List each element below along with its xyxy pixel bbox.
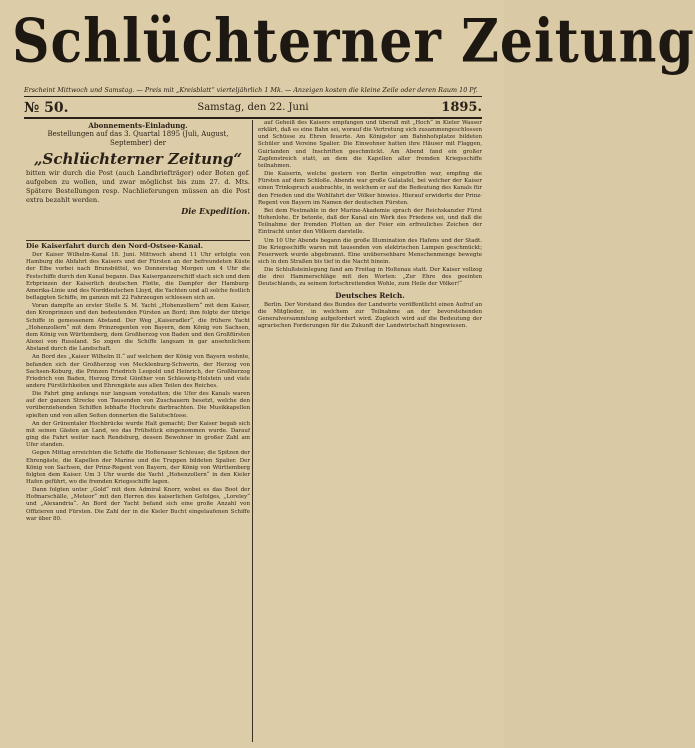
article-paragraph: Um 10 Uhr Abends begann die große Illumination des Hafens und der Stadt. Die Kriegsschiffe waren mit tausenden von elektrischen Lampen geschmückt; Feuerwerk wurde abgebrannt. Eine unübersehbare Menschenmenge bewegte sich in den Straßen bis tief in die Nacht hinein.	[258, 237, 482, 265]
header-double-rule	[24, 117, 482, 119]
article-paragraph: An der Grünentaler Hochbrücke wurde Halt gemacht; Der Kaiser begab sich mit seinen Gästen an Land, wo das Frühstück eingenommen wurde. Darauf ging die Fahrt weiter nach Rendsburg, dessen Bewohner in großer Zahl am Ufer standen.	[26, 420, 250, 449]
article-paragraph: An Bord des „Kaiser Wilhelm II.“ auf welchem der König von Bayern wohnte, befanden sich der Großherzog von Mecklenburg-Schwerin, der Herzog von Sachsen-Koburg, die Prinzen Friedrich Leopold und Heinrich, der Großherzog Friedrich von Baden, Herzog Ernst Günther von Schleswig-Holstein und viele andere Fürstlichkeiten und Ehrengäste aus allen Teilen des Reiches.	[26, 354, 250, 389]
article-paragraph: Bei dem Festmahle in der Marine-Akademie sprach der Reichskanzler Fürst Hohenlohe. Er betonte, daß der Kanal ein Werk des Friedens sei, und daß die Teilnahme der fremden Flotten an der Feier ein erfreuliches Zeichen der Eintracht unter den Völkern darstelle.	[258, 207, 482, 236]
article-paragraph: Die Kaiserin, welche gestern von Berlin eingetroffen war, empfing die Fürsten auf dem Schloße. Abends war große Galatafel, bei welcher der Kaiser einen Trinkspruch ausbrachte, in welchem er auf die Bedeutung des Kanals für den Frieden und die Wohlfahrt der Völker hinwies. Hierauf erwiderte der Prinz-Regent von Bayern im Namen der deutschen Fürsten.	[258, 171, 482, 206]
announcement-title: Abonnements-Einladung.	[88, 121, 188, 130]
article-paragraph: Dann folgten unter „Gold“ mit dem Admiral Knorr, wobei es das Boot der Hofmarschälle, „Meteor“ mit den Herren des kaiserlichen Gefolges, „Loreley“ und „Alexandria“. An Bord der Yacht befand sich eine große Anzahl von Offizieren und Fürsten. Die Zahl der in die Kieler Bucht eingelaufenen Schiffe war über 80.	[26, 487, 250, 522]
announcement-text: bitten wir durch die Post (auch Landbriefträger) oder Boten gef. aufgeben zu wollen, und zwar möglichst bis zum 27. d. Mts. Spätere Bestellungen resp. Nachlieferungen müssen an die Post extra bezahlt werden.	[26, 169, 250, 204]
article-paragraph: Voran dampfte an erster Stelle S. M. Yacht „Hohenzollern“ mit dem Kaiser, den Kronprinzen und den bedeutenden Fürsten an Bord; ihm folgte der übrige Schiffe in gemessenem Abstand. Der Weg „Kaiseradler“, die frühere Yacht „Hohenzollern“ mit dem Prinzregenten von Bayern, dem König von Sachsen, dem König von Württemberg, dem Großherzog von Baden und den Großfürsten Alexei von Russland. So zogen die Schiffe langsam in gar ansehnlichem Abstand durch die Landschaft.	[26, 303, 250, 353]
section-rule	[26, 240, 250, 241]
subscription-announcement	[26, 120, 250, 236]
article-paragraph: Der Kaiser Wilhelm-Kanal 18. Juni. Mittwoch abend 11 Uhr erfolgte von Hamburg die Abfahrt des Kaisers und der Fürsten an der befreundeten Küste der Elbe vorbei nach Brunsbüttel, wo Donnerstag Morgen um 4 Uhr die Festschiffe durch den Kanal begann. Das Kaiserpanzerschiff stach sich und dem Erbprinzen der Kaiserlich deutschen Flotte, die Dampfer der Hamburg-Amerika-Linie und des Norddeutschen Lloyd, die Yachten und all solche festlich beflaggten Schiffe, im ganzen mit 22 Fahrzeugen schlossen sich an.	[26, 252, 250, 302]
masthead-title: Schlüchterner Zeitung	[12, 6, 695, 77]
subscription-info: Erscheint Mittwoch und Samstag. — Preis mit „Kreisblatt“ vierteljährlich 1 Mk. — Anzeigen kosten die kleine Zeile oder deren Raum 10 Pf.	[24, 86, 478, 94]
column-divider	[252, 120, 253, 742]
issue-date: Samstag, den 22. Juni	[197, 102, 309, 113]
announcement-signature: Die Expedition.	[181, 206, 250, 216]
article-paragraph: auf Geheiß des Kaisers empfangen und überall mit „Hoch“ in Kieler Wasser erklärt, daß es eine Bahn sei, worauf die Vertretung sich zusammengeschlossen und Schüsse zu Ehren feuerte. Am Königstor am Bahnhofsplatze bildeten Schüler und Vereine Spalier. Die Einwohner hatten ihre Häuser mit Flaggen, Guirlanden und Inschriften geschmückt. Am Abend fand ein großer Zapfenstreich statt, an dem die Kapellen aller fremden Kriegsschiffe teilnahmen.	[258, 120, 482, 169]
announcement-paper-name: „Schlüchterner Zeitung“	[33, 150, 243, 168]
issue-year: 1895.	[441, 100, 482, 115]
top-rule	[24, 96, 482, 97]
article-heading: Die Kaiserfahrt durch den Nord-Ostsee-Kanal.	[26, 242, 203, 250]
issue-row	[24, 100, 482, 116]
announcement-line: Bestellungen auf das 3. Quartal 1895 (Juli, August, September) der	[47, 130, 229, 147]
article-paragraph: Die Schlußsteinlegung fand am Freitag in Holtenau statt. Der Kaiser vollzog die drei Hammerschläge mit den Worten: „Zur Ehre des geeinten Deutschlands, zu seinem fortschreitenden Wohle, zum Heile der Völker!“	[258, 267, 482, 288]
article-paragraph: Gegen Mittag erreichten die Schiffe die Holtenauer Schleuse; die Spitzen der Ehrengäste, die Kapellen der Marine und die Truppen bildeten Spalier. Der König von Sachsen, der Prinz-Regent von Bayern, der König von Württemberg folgten dem Kaiser. Um 3 Uhr wurde die Yacht „Hohenzollern“ in den Kieler Hafen geführt, wo die fremden Kriegsschiffe lagen.	[26, 450, 250, 485]
section-heading: Deutsches Reich.	[335, 290, 405, 300]
article-paragraph: Die Fahrt ging anfangs nur langsam vonstatten; die Ufer des Kanals waren auf der ganzen Strecke von Tausenden von Zuschauern besetzt, welche den vorüberziehenden Schiffen lebhafte Hochrufe darbrachten. Die Musikkapellen spielten und von allen Seiten donnerten die Salutschüsse.	[26, 391, 250, 419]
left-column	[26, 238, 250, 742]
article-paragraph: Berlin. Der Vorstand des Bundes der Landwirte veröffentlicht einen Aufruf an die Mitglieder, in welchem zur Teilnahme an der bevorstehenden Generalversammlung aufgefordert wird. Zugleich wird auf die Bedeutung der agrarischen Forderungen für die Zukunft der Landwirtschaft hingewiesen.	[258, 301, 482, 330]
right-column	[258, 120, 482, 740]
issue-number: № 50.	[24, 100, 69, 116]
